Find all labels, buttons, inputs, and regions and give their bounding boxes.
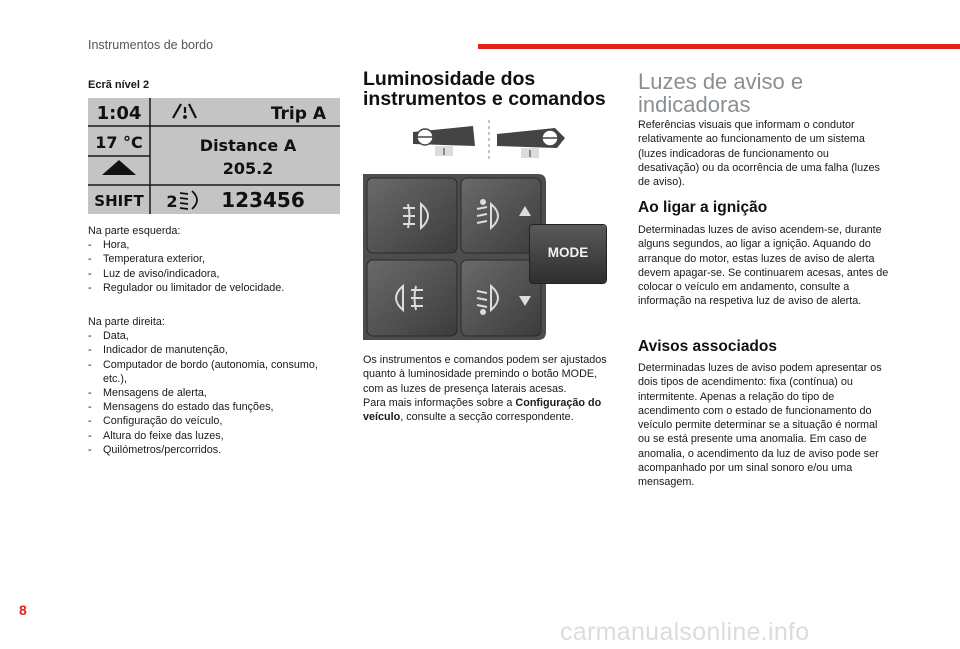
- steering-column-illustration: [405, 118, 580, 163]
- vehicle-config-reference: Configuração do veículo: [363, 396, 602, 424]
- page-number: 8: [19, 602, 27, 618]
- lcd-display-illustration: [88, 98, 340, 214]
- list-item: - Mensagens do estado das funções,: [88, 400, 338, 414]
- list-item: - Luz de aviso/indicadora,: [88, 267, 343, 281]
- lcd-distance-value: 205.2: [222, 159, 274, 178]
- list-item: - Indicador de manutenção,: [88, 343, 338, 357]
- associated-warnings-text: Determinadas luzes de aviso podem apresentar os dois tipos de acendimento: fixa (contínua) ou intermitente. Apenas a relação do tipo de acendimento com o estado de funcionamento do veículo permite determinar se a situação é normal ou se está presente uma anomalia. Em caso de anomalia, o acendimento da luz de aviso pode ser acompanhado por um sinal sonoro e/ou uma mensagem.: [638, 362, 882, 489]
- lcd-trip: Trip A: [270, 104, 326, 124]
- header-accent-bar: [478, 44, 960, 49]
- lcd-gear: 2: [166, 192, 178, 211]
- left-part-intro: Na parte esquerda:: [88, 225, 181, 237]
- left-part-list: [88, 224, 343, 295]
- right-part-intro: Na parte direita:: [88, 316, 165, 328]
- lcd-shift: SHIFT: [94, 192, 144, 210]
- lcd-time: 1:04: [96, 103, 142, 124]
- list-item: - Data,: [88, 329, 338, 343]
- screen-level-subtitle: Ecrã nível 2: [88, 79, 150, 91]
- list-item: - Mensagens de alerta,: [88, 386, 338, 400]
- lcd-temperature: 17 °C: [95, 133, 143, 152]
- section-heading-brightness: Luminosidade dos instrumentos e comandos: [363, 68, 606, 110]
- list-item: - Temperatura exterior,: [88, 252, 343, 266]
- list-item: - Regulador ou limitador de velocidade.: [88, 281, 343, 295]
- subheading-associated-warnings: Avisos associados: [638, 338, 777, 355]
- mode-button[interactable]: [530, 225, 606, 283]
- subheading-ignition: Ao ligar a ignição: [638, 199, 768, 216]
- steering-wheel-high-icon: [497, 128, 565, 158]
- ignition-text: Determinadas luzes de aviso acendem-se, durante alguns segundos, ao ligar a ignição. Aquando do arranque do motor, estas luzes de aviso de alerta devem apagar-se. Se continuarem acesas, antes de colocar o veículo em andamento, consulte a informação na respetiva luz de aviso de alerta.: [638, 224, 889, 308]
- mode-button-label: MODE: [547, 245, 589, 260]
- list-item: - Quilómetros/percorridos.: [88, 443, 338, 457]
- list-item: - Hora,: [88, 238, 343, 252]
- watermark: carmanualsonline.info: [560, 618, 810, 646]
- brightness-description: Os instrumentos e comandos podem ser ajustados quanto à luminosidade premindo o botão MODE, com as luzes de presença laterais acesas. Para mais informações sobre a Configuração do veículo, consulte a secção correspondente.: [363, 354, 607, 424]
- section-heading-warning-lights: Luzes de aviso e indicadoras: [638, 69, 804, 117]
- steering-wheel-low-icon: [413, 126, 475, 156]
- header-title: Instrumentos de bordo: [88, 38, 214, 52]
- lcd-distance-label: Distance A: [199, 136, 297, 155]
- list-item: - Computador de bordo (autonomia, consumo, etc.),: [88, 358, 338, 386]
- list-item: - Configuração do veículo,: [88, 414, 338, 428]
- lcd-odometer: 123456: [221, 188, 305, 212]
- list-item: - Altura do feixe das luzes,: [88, 429, 338, 443]
- warning-lights-intro: Referências visuais que informam o condutor relativamente ao funcionamento de um sistema (luzes indicadoras de funcionamento ou desativação) ou da ocorrência de uma falha (luzes de aviso).: [638, 119, 880, 189]
- right-part-list: [88, 315, 338, 457]
